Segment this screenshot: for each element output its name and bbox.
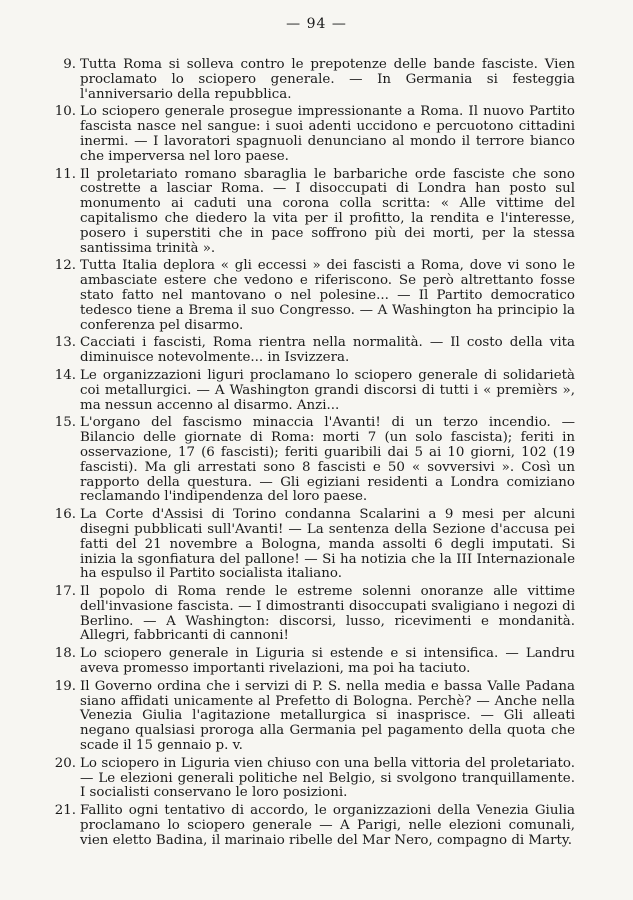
entry-19 — [54, 678, 575, 754]
entry-number: 17. — [54, 584, 76, 600]
entry-15 — [54, 415, 575, 505]
entry-11 — [54, 166, 575, 257]
entry-number: 15. — [54, 415, 76, 431]
entry-number: 20. — [54, 755, 76, 771]
entry-21 — [54, 803, 575, 848]
page-number: — 94 — — [286, 16, 347, 32]
entry-number: 13. — [54, 335, 76, 351]
entry-10 — [54, 104, 575, 164]
entry-text: Il proletariato romano sbaraglia le barbariche orde fasciste che sono costrette a lasciar Roma. — I disoccupati di Londra han posto sul monumento ai caduti una corona colla scritta: « Alle vittime del capitalismo che diedero la vita per il profitto, la rendita e l'interesse, posero i superstiti che in pace soffrono più dei morti, per la stessa santissima trinità ». — [80, 166, 575, 256]
entry-16 — [54, 507, 575, 582]
entry-number: 19. — [54, 678, 76, 694]
entry-text: Il Governo ordina che i servizi di P. S. nella media e bassa Valle Padana siano affidati unicamente al Prefetto di Bologna. Perchè? — Anche nella Venezia Giulia l'agitazione metallurgica si inasprisce. — Gli alleati negano qualsiasi proroga alla Germania pel pagamento della quota che scade il 15 gennaio p. v. — [80, 678, 575, 754]
entry-number: 9. — [63, 57, 76, 72]
entry-number: 12. — [54, 258, 76, 274]
entry-text: Lo sciopero generale prosegue impressionante a Roma. Il nuovo Partito fascista nasce nel sangue: i suoi adenti uccidono e percuotono cittadini inermi. — I lavoratori spagnuoli denunciano al mondo il terrore bianco che imperversa nel loro paese. — [80, 104, 575, 164]
entry-text: Le organizzazioni liguri proclamano lo sciopero generale di solidarietà coi metallurgici. — A Washington grandi discorsi di tutti i « premièrs », ma nessun accenno al disarmo. Anzi... — [80, 367, 575, 413]
entry-text: L'organo del fascismo minaccia l'Avanti! di un terzo incendio. — Bilancio delle giornate di Roma: morti 7 (un solo fascista); feriti in osservazione, 17 (6 fascisti); feriti guaribili dai 5 ai 10 giorni, 102 (19 fascisti). Ma gli arrestati sono 8 fascisti e 50 « sovversivi ». Così un rapporto della questura. — Gli egiziani residenti a Londra comiziano reclamando l'indipendenza del loro paese. — [80, 415, 575, 505]
entry-text: Fallito ogni tentativo di accordo, le organizzazioni della Venezia Giulia proclamano lo sciopero generale — A Parigi, nelle elezioni comunali, vien eletto Badina, il marinaio ribelle del Mar Nero, compagno di Marty. — [80, 803, 575, 848]
entry-18 — [54, 646, 575, 677]
entry-13 — [54, 335, 575, 366]
entry-number: 14. — [54, 367, 76, 383]
entry-text: Tutta Roma si solleva contro le prepotenze delle bande fasciste. Vien proclamato lo sciopero generale. — In Germania si festeggia l'anniversario della repubblica. — [80, 57, 575, 102]
chronology-list — [54, 57, 575, 852]
entry-number: 18. — [54, 646, 76, 662]
entry-text: Tutta Italia deplora « gli eccessi » dei fascisti a Roma, dove vi sono le ambasciate estere che vedono e riferiscono. Se però altrettanto fosse stato fatto nel mantovano o nel polesine... — Il Partito democratico tedesco tiene a Brema il suo Congresso. — A Washington ha principio la conferenza pel disarmo. — [80, 258, 575, 333]
entry-number: 11. — [54, 166, 76, 182]
entry-number: 16. — [54, 507, 76, 523]
entry-14 — [54, 367, 575, 413]
entry-number: 21. — [54, 803, 76, 819]
entry-text: La Corte d'Assisi di Torino condanna Scalarini a 9 mesi per alcuni disegni pubblicati sull'Avanti! — La sentenza della Sezione d'accusa pei fatti del 21 novembre a Bologna, manda assolti 6 degli imputati. Si inizia la sgonfiatura del pallone! — Si ha notizia che la III Internazionale ha espulso il Partito socialista italiano. — [80, 507, 575, 582]
entry-text: Cacciati i fascisti, Roma rientra nella normalità. — Il costo della vita diminuisce notevolmente... in Isvizzera. — [80, 335, 575, 366]
entry-text: Lo sciopero generale in Liguria si estende e si intensifica. — Landru aveva promesso importanti rivelazioni, ma poi ha taciuto. — [80, 646, 575, 677]
entry-20 — [54, 755, 575, 801]
entry-17 — [54, 584, 575, 644]
entry-number: 10. — [54, 104, 76, 120]
entry-9 — [63, 57, 575, 102]
entry-12 — [54, 258, 575, 333]
entry-text: Il popolo di Roma rende le estreme solenni onoranze alle vittime dell'invasione fascista. — I dimostranti disoccupati svaligiano i negozi di Berlino. — A Washington: discorsi, lusso, ricevimenti e mondanità. Allegri, fabbricanti di cannoni! — [80, 584, 575, 644]
entry-text: Lo sciopero in Liguria vien chiuso con una bella vittoria del proletariato. — Le elezioni generali politiche nel Belgio, si svolgono tranquillamente. I socialisti conservano le loro posizioni. — [80, 755, 575, 801]
